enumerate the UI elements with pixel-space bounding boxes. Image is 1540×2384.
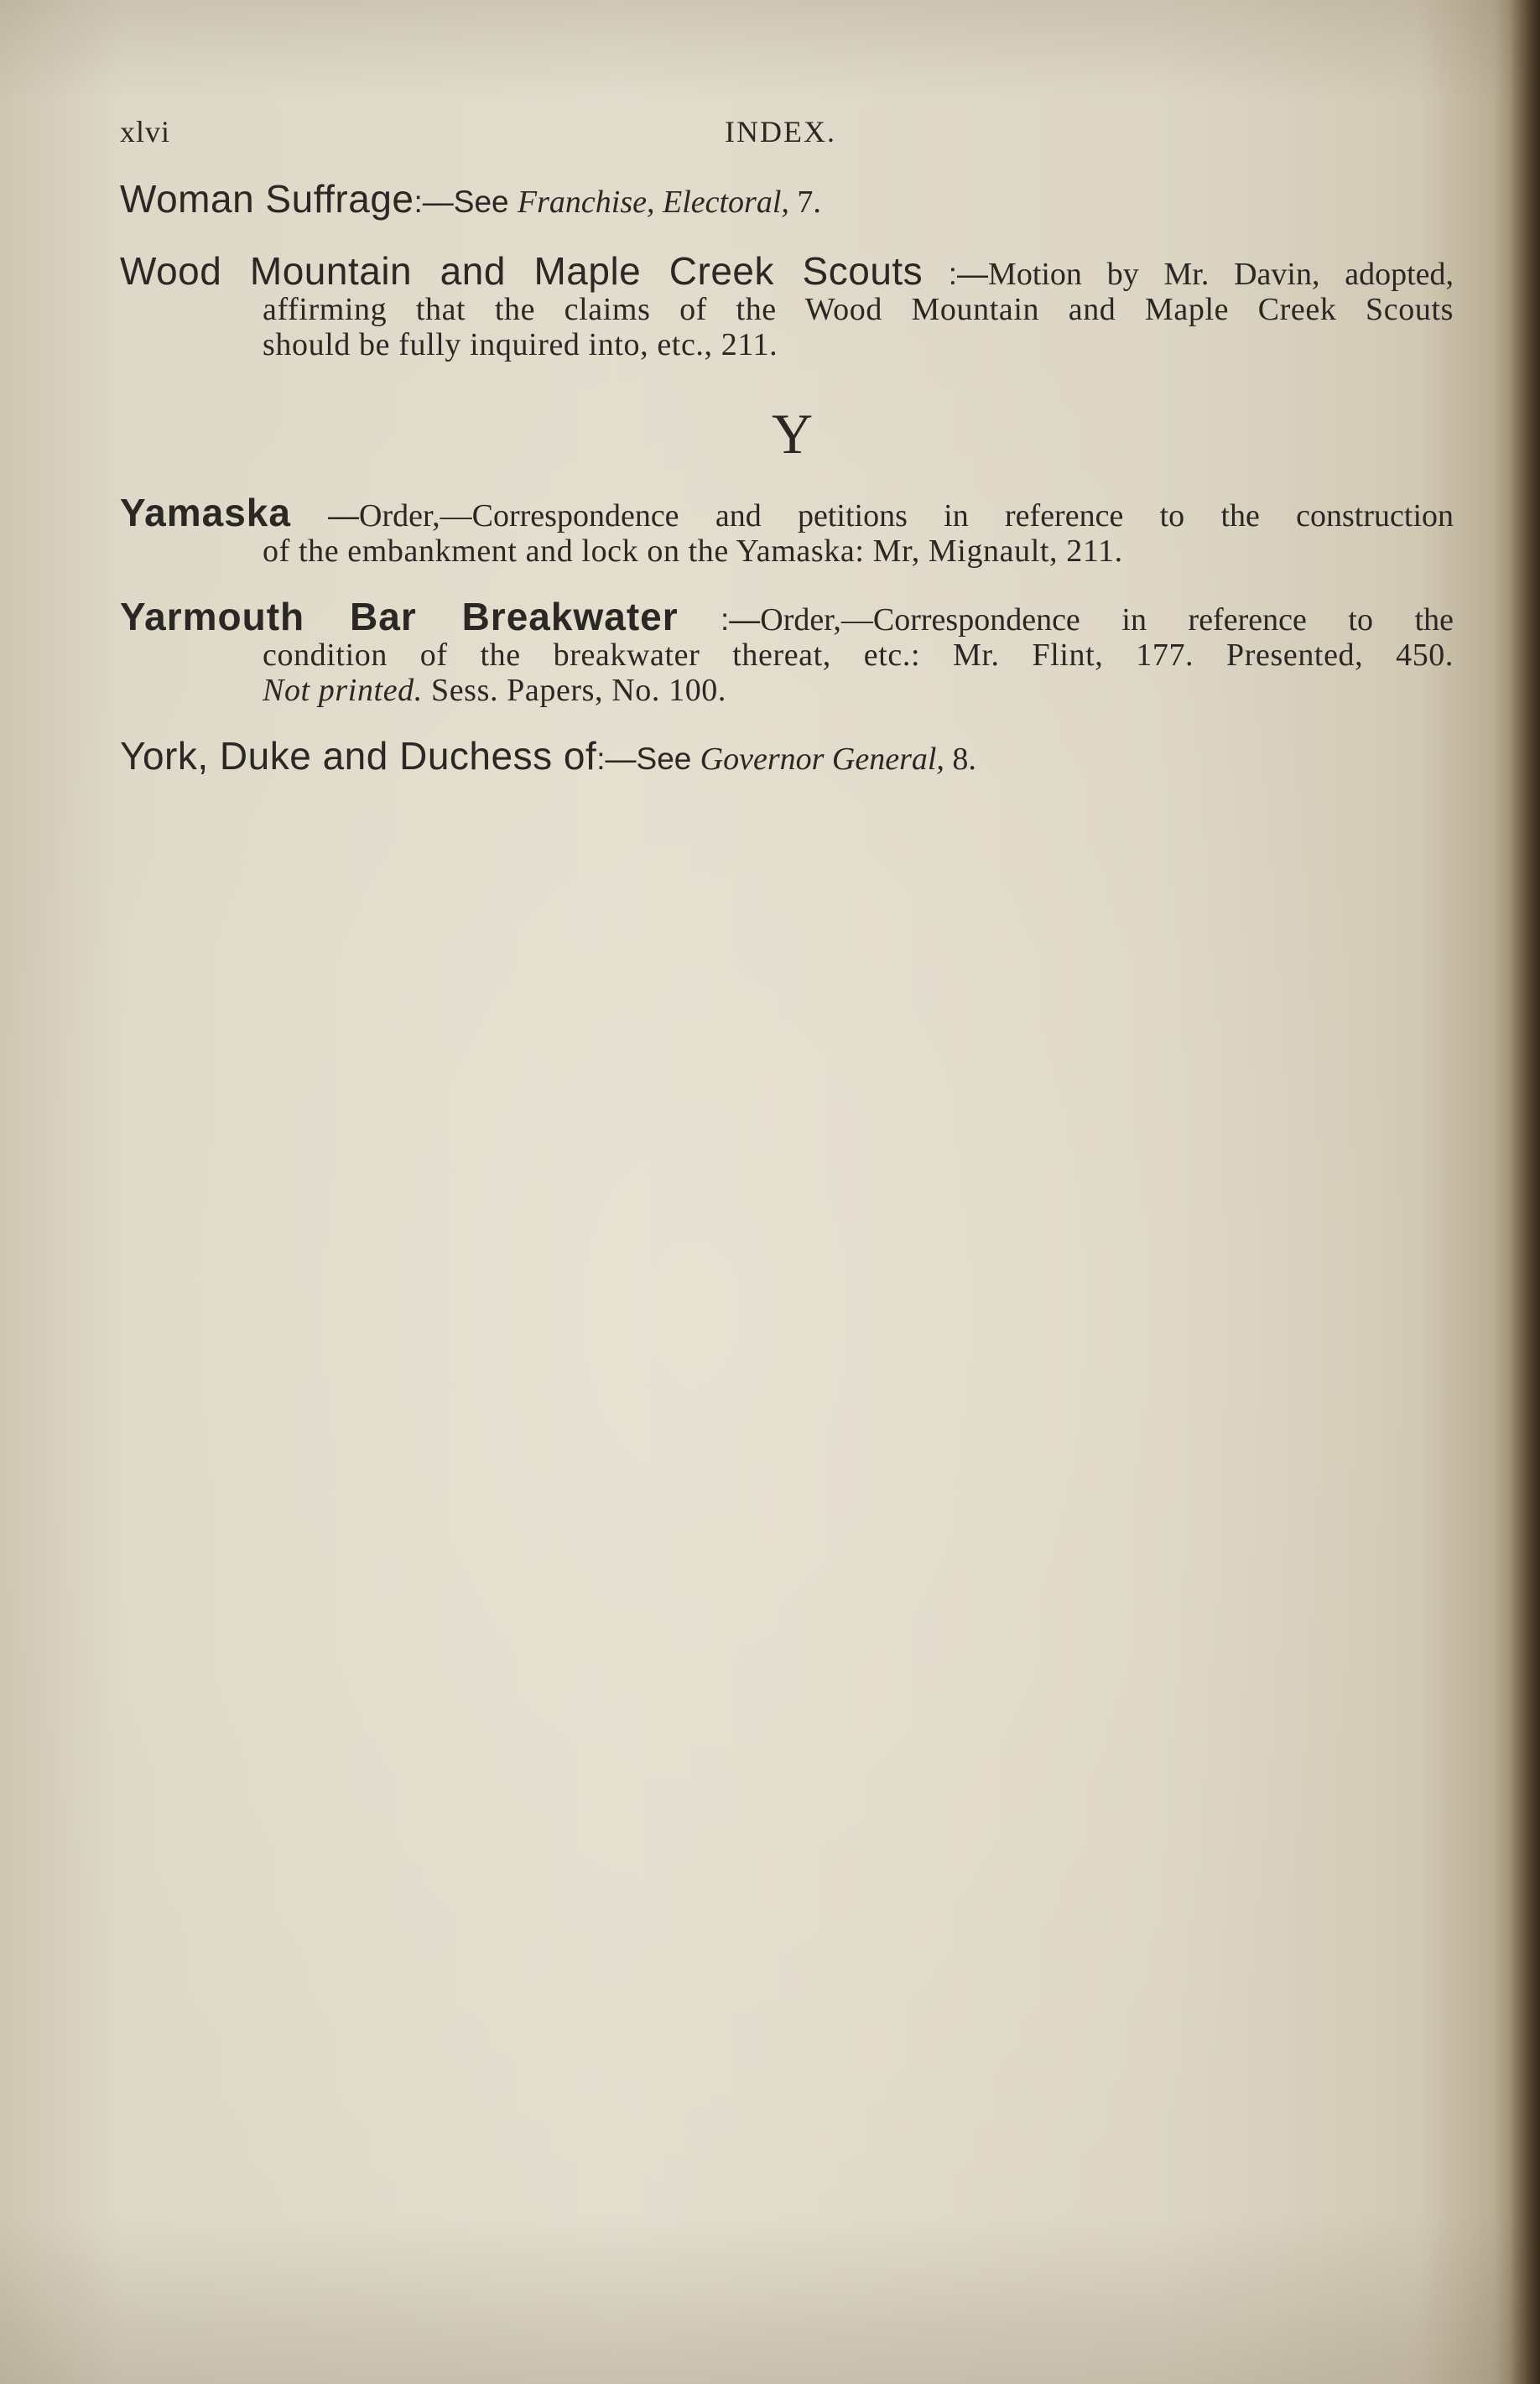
entry-italic-note: Not printed. [263,673,423,708]
entry-first-line [120,249,1454,293]
section-letter: Y [772,402,814,466]
entry-continuation [120,638,1454,708]
entry-separator: :— [596,742,637,776]
entry-text: See [636,742,700,776]
entry-separator: :— [678,602,761,637]
entry-heading: Wood Mountain and Maple Creek Scouts [120,249,923,293]
entry-text: Motion by Mr. Davin, adopted, [988,257,1454,292]
index-entry-woman-suffrage [120,177,1454,221]
entry-line: condition of the breakwater thereat, etc.: Mr. Flint, 177. Presented, 450. [263,638,1454,673]
entry-continuation [120,534,1454,569]
entry-heading: Yamaska [120,491,291,534]
entry-line: of the embankment and lock on the Yamaska: Mr, Mignault, 211. [263,534,1123,569]
entry-line: affirming that the claims of the Wood Mountain and Maple Creek Scouts [263,292,1454,327]
entry-page-ref: 7. [788,185,821,220]
book-spine-edge [1510,0,1540,2384]
entry-line [263,673,1454,708]
index-entry-yarmouth-bar-breakwater [120,595,1454,708]
page-number: xlvi [120,115,171,148]
page-top-shading [0,0,1540,101]
entry-separator: :— [414,185,454,219]
entry-text: See [453,185,518,219]
entry-cross-reference: Governor General, [700,742,944,777]
entry-heading: Yarmouth Bar Breakwater [120,595,679,638]
index-entry-wood-mountain-scouts [120,249,1454,362]
entry-cross-reference: Franchise, Electoral, [517,185,789,220]
entry-separator: — [290,498,360,533]
entry-first-line [120,491,1454,534]
entry-page-ref: 8. [944,742,976,777]
entry-text: Order,—Correspondence and petitions in reference to the construction [359,498,1454,534]
entry-text: Sess. Papers, No. 100. [422,673,727,708]
entry-separator: :— [923,257,989,291]
running-title: INDEX. [725,115,836,148]
entry-first-line [120,595,1454,638]
entry-heading: Woman Suffrage [120,177,414,221]
index-entry-york-duke-duchess [120,734,1454,778]
entry-text: Order,—Correspondence in reference to the [760,602,1454,638]
entry-line: should be fully inquired into, etc., 211. [263,327,778,362]
index-entry-yamaska [120,491,1454,569]
entry-heading: York, Duke and Duchess of [120,734,597,778]
page-bottom-shading [0,2216,1540,2384]
entry-continuation [120,292,1454,362]
